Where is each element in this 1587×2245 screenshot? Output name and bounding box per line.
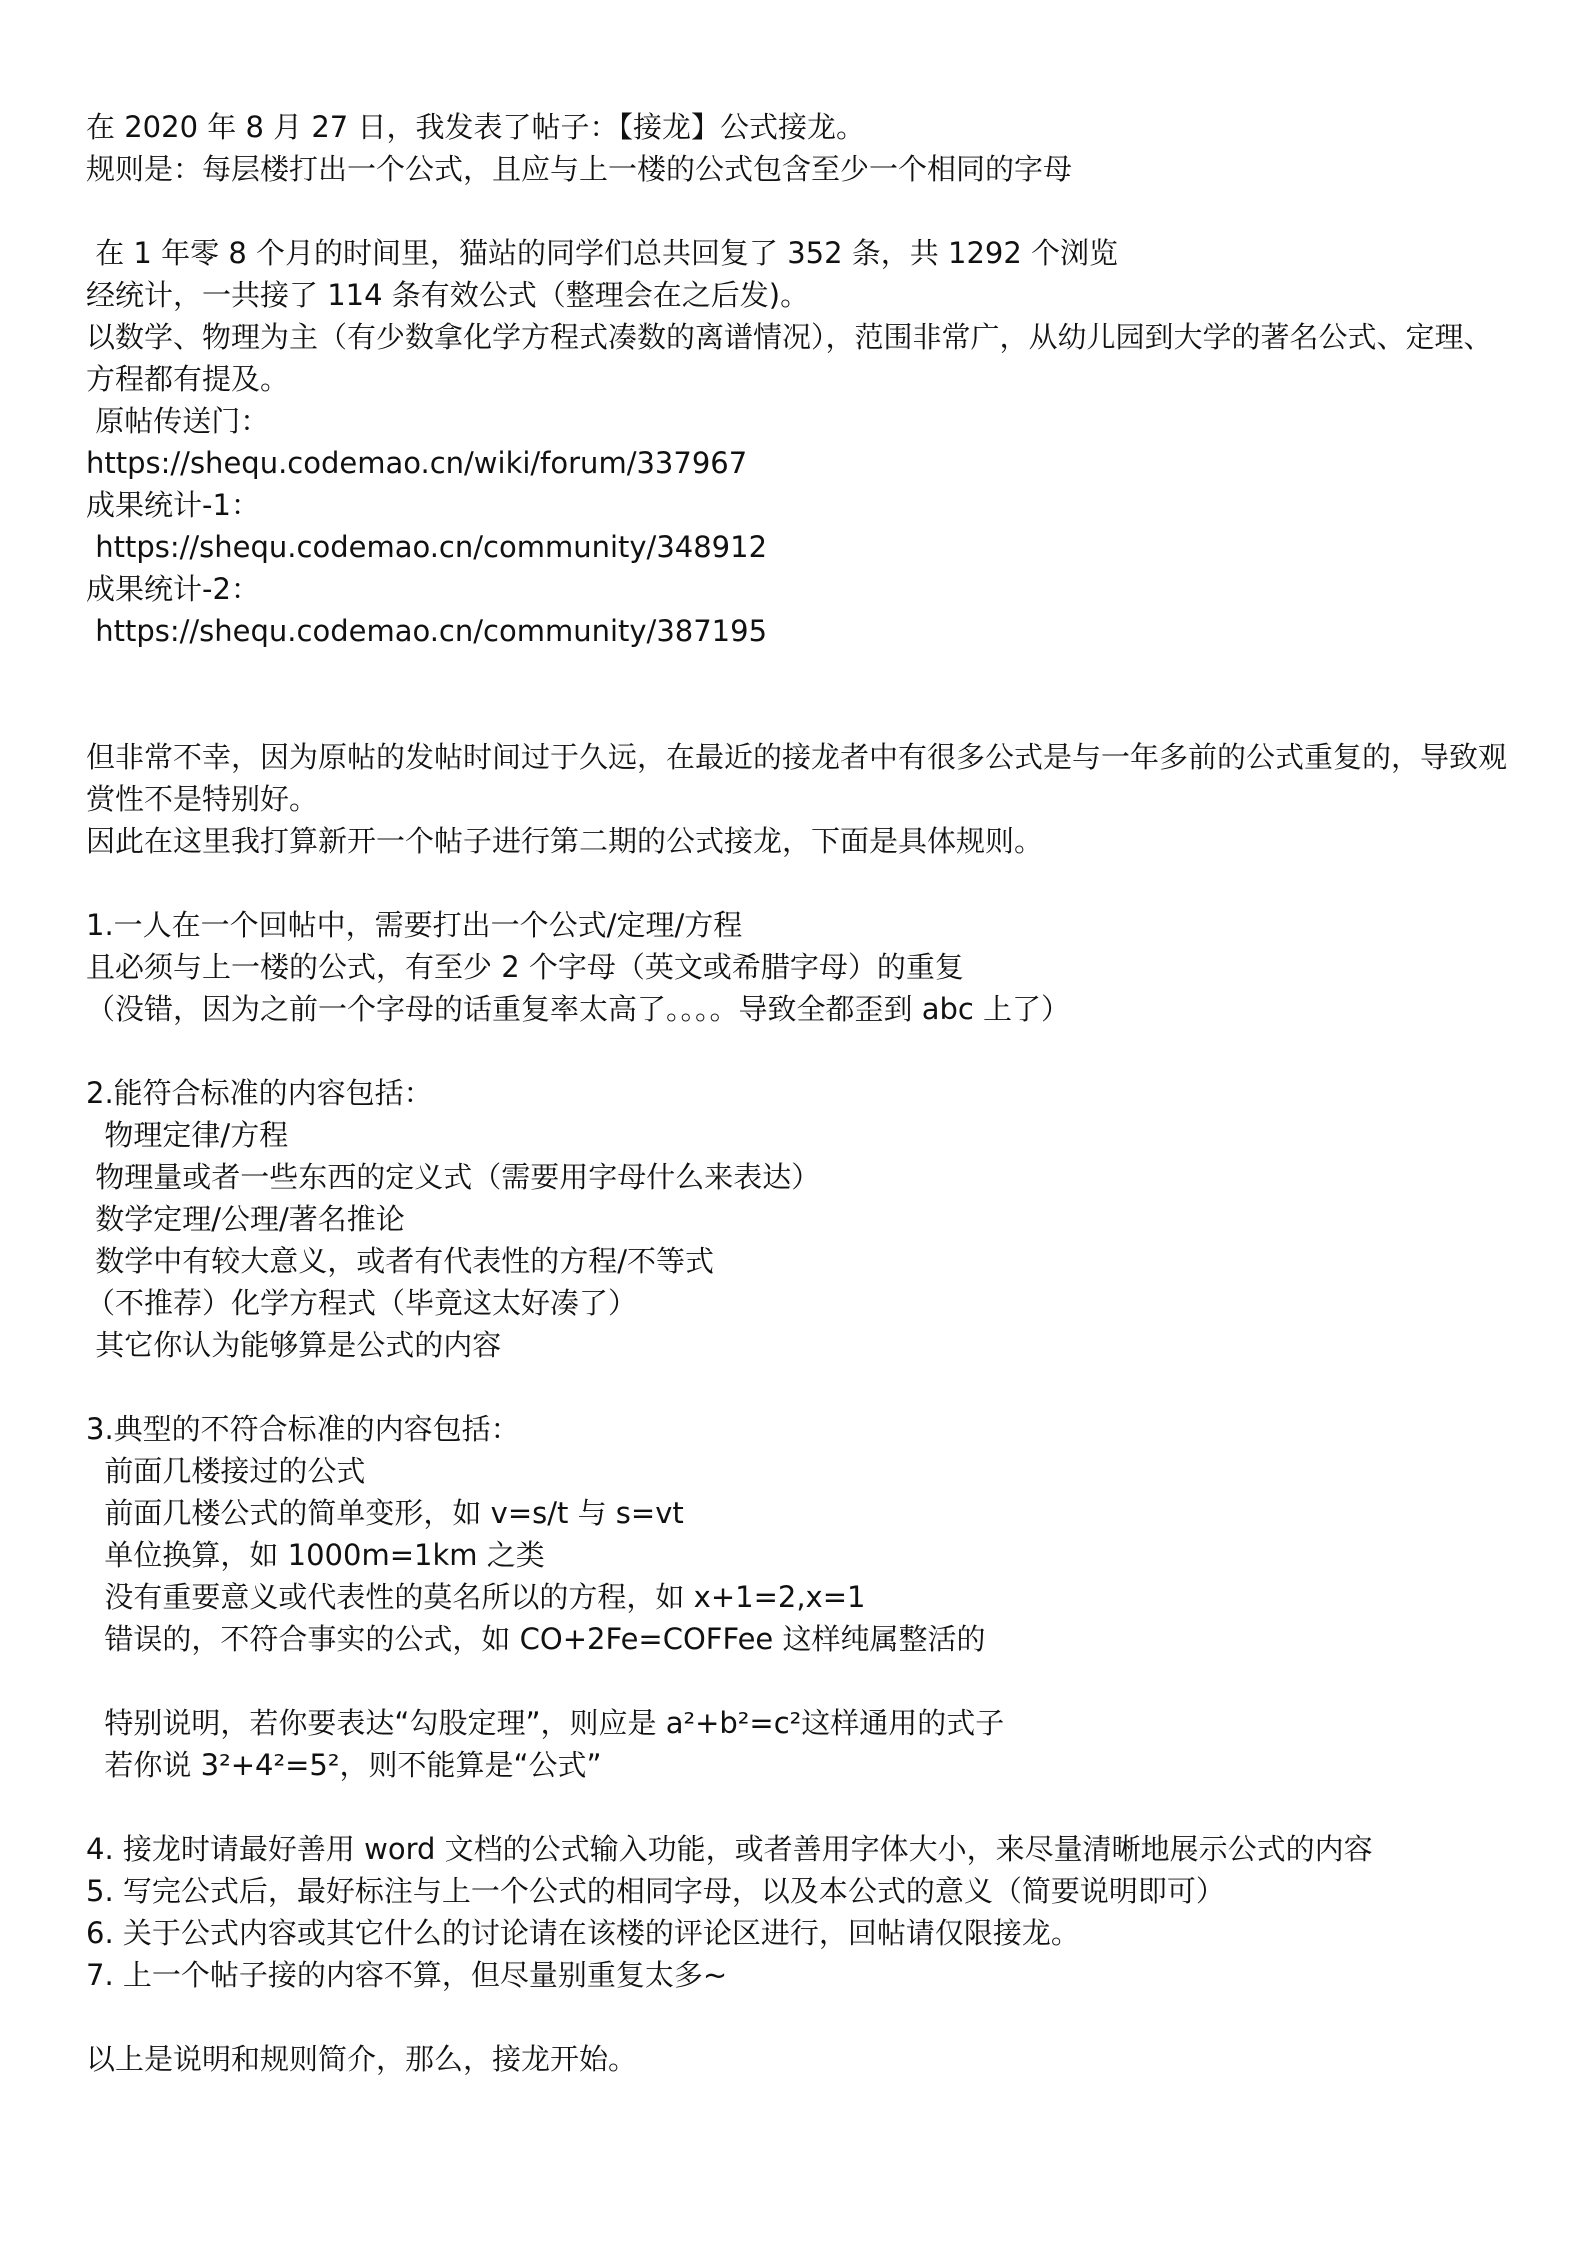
rule-2-title: 2.能符合标准的内容包括：: [86, 1076, 433, 1110]
spacer: [86, 1996, 1517, 2038]
reason-line-2: 因此在这里我打算新开一个帖子进行第二期的公式接龙，下面是具体规则。: [86, 824, 1044, 858]
rule-2-item: （不推荐）化学方程式（毕竟这太好凑了）: [86, 1286, 638, 1320]
spacer: [86, 1366, 1517, 1408]
spacer: [86, 190, 1517, 232]
rule-3-item: 没有重要意义或代表性的莫名所以的方程，如 x+1=2,x=1: [86, 1580, 866, 1614]
spacer: [86, 1030, 1517, 1072]
intro-line-2: 规则是：每层楼打出一个公式，且应与上一楼的公式包含至少一个相同的字母: [86, 152, 1073, 186]
original-post-link[interactable]: https://shequ.codemao.cn/wiki/forum/337967: [86, 446, 748, 480]
spacer: [86, 862, 1517, 904]
intro-line-4: 经统计，一共接了 114 条有效公式（整理会在之后发)。: [86, 278, 810, 312]
rule-6: 6. 关于公式内容或其它什么的讨论请在该楼的评论区进行，回帖请仅限接龙。: [86, 1916, 1080, 1950]
stat-2-link[interactable]: https://shequ.codemao.cn/community/387195: [86, 614, 768, 648]
intro-line-6: 原帖传送门：: [86, 404, 270, 438]
stat-1-link[interactable]: https://shequ.codemao.cn/community/348912: [86, 530, 768, 564]
spacer: [86, 1786, 1517, 1828]
rule-2-item: 物理量或者一些东西的定义式（需要用字母什么来表达）: [86, 1160, 821, 1194]
spacer: [86, 694, 1517, 736]
rule-2-item: 数学定理/公理/著名推论: [86, 1202, 405, 1236]
intro-line-1: 在 2020 年 8 月 27 日，我发表了帖子：【接龙】公式接龙。: [86, 110, 865, 144]
intro-line-3: 在 1 年零 8 个月的时间里，猫站的同学们总共回复了 352 条，共 1292 个浏览: [86, 236, 1119, 270]
rule-3-item: 单位换算，如 1000m=1km 之类: [86, 1538, 545, 1572]
rule-3-note-2: 若你说 3²+4²=5²，则不能算是“公式”: [86, 1748, 602, 1782]
rule-2-item: 物理定律/方程: [86, 1118, 289, 1152]
rule-1-line-2: 且必须与上一楼的公式，有至少 2 个字母（英文或希腊字母）的重复: [86, 950, 964, 984]
rule-2-item: 数学中有较大意义，或者有代表性的方程/不等式: [86, 1244, 714, 1278]
stat-1-label: 成果统计-1：: [86, 488, 260, 522]
intro-line-5: 以数学、物理为主（有少数拿化学方程式凑数的离谱情况），范围非常广，从幼儿园到大学的著名公式、定理、方程都有提及。: [86, 320, 1493, 396]
spacer: [86, 1660, 1517, 1702]
rule-1-line-3: （没错，因为之前一个字母的话重复率太高了。。。。导致全都歪到 abc 上了）: [86, 992, 1071, 1026]
rule-1-line-1: 1.一人在一个回帖中，需要打出一个公式/定理/方程: [86, 908, 743, 942]
rule-3-item: 前面几楼接过的公式: [86, 1454, 366, 1488]
rule-5: 5. 写完公式后，最好标注与上一个公式的相同字母，以及本公式的意义（简要说明即可）: [86, 1874, 1225, 1908]
rule-3-item: 前面几楼公式的简单变形，如 v=s/t 与 s=vt: [86, 1496, 684, 1530]
stat-2-label: 成果统计-2：: [86, 572, 260, 606]
rule-2-item: 其它你认为能够算是公式的内容: [86, 1328, 502, 1362]
reason-line-1: 但非常不幸，因为原帖的发帖时间过于久远，在最近的接龙者中有很多公式是与一年多前的公式重复的，导致观赏性不是特别好。: [86, 740, 1508, 816]
rule-7: 7. 上一个帖子接的内容不算，但尽量别重复太多~: [86, 1958, 728, 1992]
rule-3-title: 3.典型的不符合标准的内容包括：: [86, 1412, 520, 1446]
rule-3-note-1: 特别说明，若你要表达“勾股定理”，则应是 a²+b²=c²这样通用的式子: [86, 1706, 1005, 1740]
rule-3-item: 错误的，不符合事实的公式，如 CO+2Fe=COFFee 这样纯属整活的: [86, 1622, 986, 1656]
closing-line: 以上是说明和规则简介，那么，接龙开始。: [86, 2042, 638, 2076]
rule-4: 4. 接龙时请最好善用 word 文档的公式输入功能，或者善用字体大小，来尽量清晰地展示公式的内容: [86, 1832, 1373, 1866]
spacer: [86, 652, 1517, 694]
